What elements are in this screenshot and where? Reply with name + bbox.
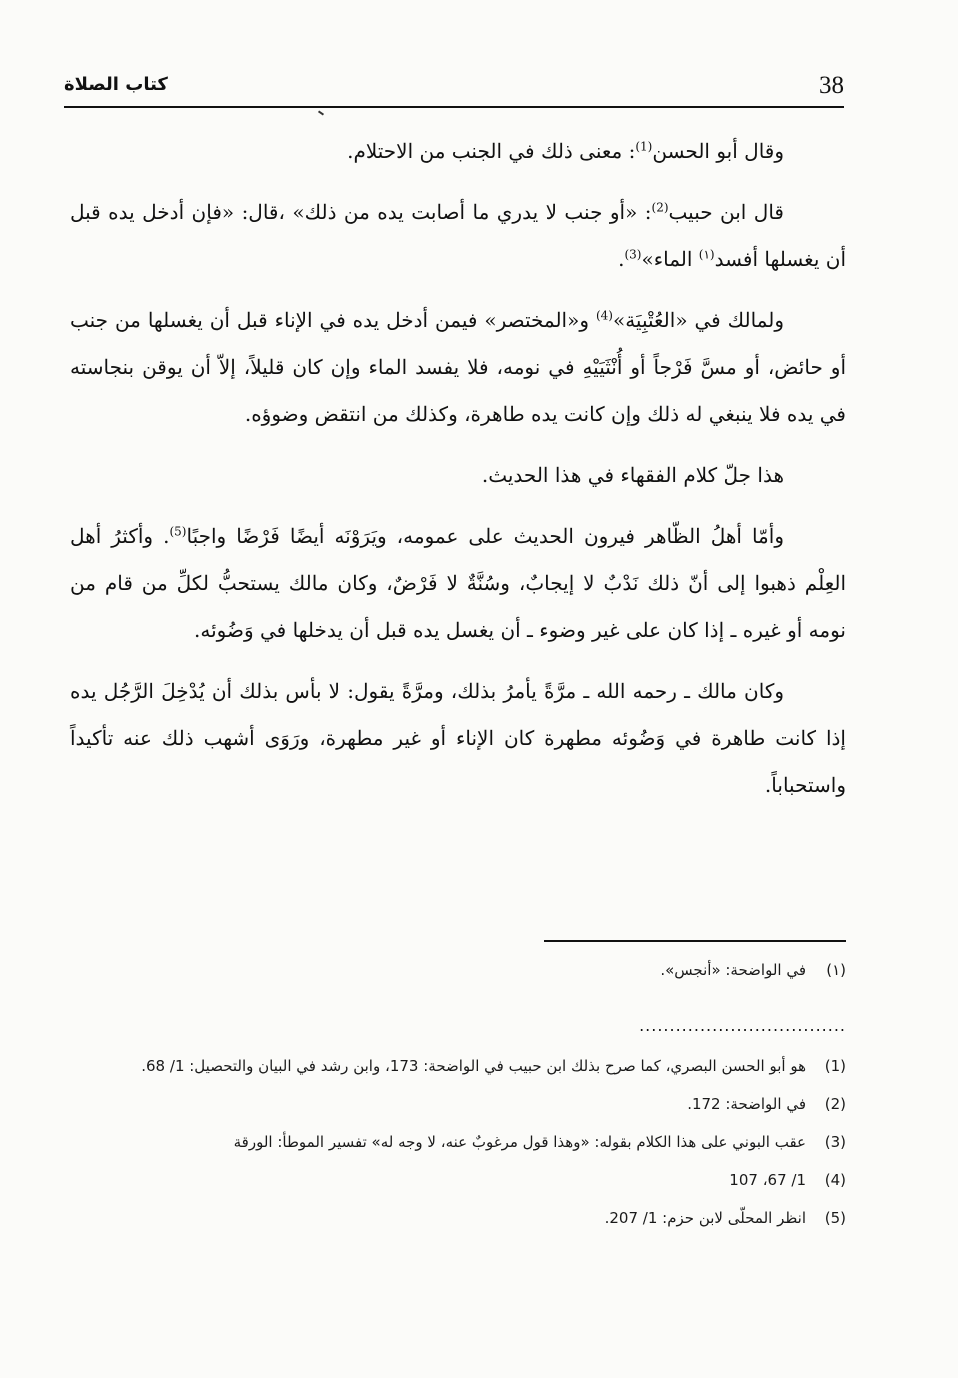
footnote-item — [74, 1204, 846, 1232]
footnotes-editor — [74, 1052, 846, 1242]
dotted-separator: .................................. — [639, 1016, 846, 1035]
footnote-text: 1/ 67، 107 — [729, 1171, 806, 1189]
footnote-number: (2) — [824, 1095, 846, 1113]
p2-text-b: : «أو جنب لا يدري ما أصابت يده من ذلك» ،قال: «فإن أدخل يده قبل أن يغسلها أفسد — [70, 200, 846, 271]
footnote-ref: (2) — [651, 200, 669, 215]
header-mark — [318, 110, 324, 115]
p2-text-d: . — [618, 247, 625, 271]
footnote-item — [74, 1128, 846, 1156]
footnote-text: انظر المحلّى لابن حزم: 1/ 207. — [604, 1209, 806, 1227]
p1-text-b: : معنى ذلك في الجنب من الاحتلام. — [347, 139, 636, 163]
footnote-ref: (3) — [624, 247, 642, 262]
footnote-number: (4) — [824, 1171, 846, 1189]
p1-text-a: وقال أبو الحسن — [652, 139, 784, 163]
footnote-item — [74, 1052, 846, 1080]
main-text — [70, 128, 846, 823]
page-header — [64, 68, 844, 108]
footnote-number: (5) — [824, 1209, 846, 1227]
footnotes-edition — [74, 956, 846, 994]
p2-text-c: الماء» — [641, 247, 699, 271]
footnote-text: في الواضحة: 172. — [687, 1095, 806, 1113]
p3-text-b: و«المختصر» فيمن أدخل يده في الإناء قبل أن يغسلها من جنب أو حائض، أو مسَّ فَرْجاً أو أُنْثَيَيْهِ في نومه، فلا يفسد الماء وإن كان قليلاً، إلاّ أن يوقن بنجاسته في يده فلا ينبغي له ذلك وإن كانت يده طاهرة، وكذلك من انتقض وضوؤه. — [70, 308, 847, 426]
running-title: كتاب الصلاة — [64, 74, 168, 95]
footnote-divider — [544, 940, 846, 942]
p5-text-b: . وأكثرُ أهل العِلْم ذهبوا إلى أنّ ذلك نَدْبٌ لا إيجابٌ، وسُنَّةٌ لا فَرْضٌ، وكان مالك يستحبُّ لكلِّ من قام من نومه أو غيره ـ إذا كان على غير وضوء ـ أن يغسل يده قبل أن يدخلها في وَضُوئه. — [70, 524, 846, 642]
footnote-item — [74, 1166, 846, 1194]
footnote-ref: (4) — [595, 308, 613, 323]
p5-text-a: وأمّا أهلُ الظّاهر فيرون الحديث على عمومه، ويَرَوْنَه أيضًا فَرْضًا واجبًا — [186, 524, 784, 548]
footnote-item — [74, 956, 846, 984]
footnote-ref: (5) — [169, 524, 187, 539]
paragraph-2 — [70, 189, 846, 283]
footnote-ref: (1) — [635, 139, 653, 154]
paragraph-4: هذا جلّ كلام الفقهاء في هذا الحديث. — [481, 463, 784, 487]
footnote-text: في الواضحة: «أنجس». — [660, 961, 806, 979]
footnote-number: (3) — [824, 1133, 846, 1151]
footnote-text: عقب البوني على هذا الكلام بقوله: «وهذا قول مرغوبٌ عنه، لا وجه له» تفسير الموطأ: الورقة — [233, 1133, 806, 1151]
page-number: 38 — [819, 72, 844, 99]
p3-text-a: ولمالك في «العُتْبِيَة» — [612, 308, 784, 332]
footnote-number: (١) — [826, 961, 846, 979]
footnote-item — [74, 1090, 846, 1118]
p2-text-a: قال ابن حبيب — [668, 200, 784, 224]
footnote-text: هو أبو الحسن البصري، كما صرح بذلك ابن حبيب في الواضحة: 173، وابن رشد في البيان والتحصيل: 1/ 68. — [141, 1057, 806, 1075]
paragraph-1 — [70, 128, 846, 175]
paragraph-3 — [70, 297, 846, 438]
footnote-ref: (١) — [698, 247, 715, 262]
footnote-number: (1) — [824, 1057, 846, 1075]
paragraph-5 — [70, 513, 846, 654]
paragraph-6: وكان مالك ـ رحمه الله ـ مرَّةً يأمرُ بذلك، ومرَّةً يقول: لا بأس بذلك أن يُدْخِلَ الرَّجُل يده إذا كانت طاهرة في وَضُوئه مطهرة كان الإناء أو غير مطهرة، ورَوَى أشهب ذلك عنه تأكيداً واستحباباً. — [70, 679, 846, 797]
